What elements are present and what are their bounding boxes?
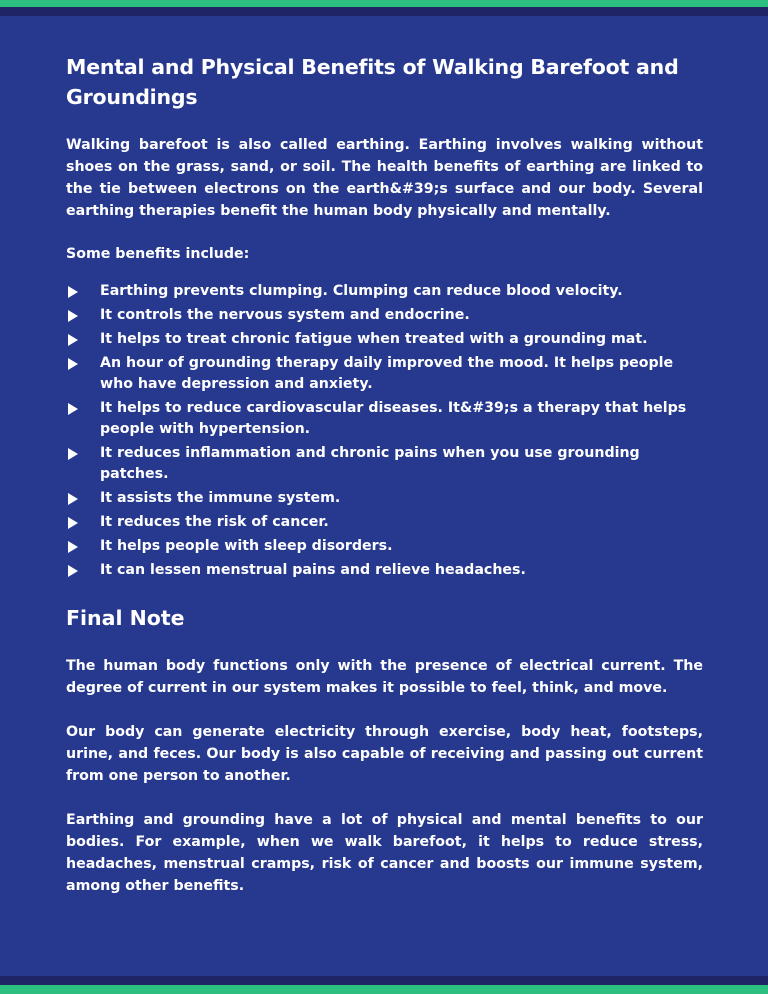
list-item-text: It reduces the risk of cancer. <box>100 514 329 530</box>
list-item-text: Earthing prevents clumping. Clumping can reduce blood velocity. <box>100 283 623 299</box>
list-item-text: It controls the nervous system and endocrine. <box>100 307 470 323</box>
list-item <box>66 305 703 326</box>
list-item-text: It can lessen menstrual pains and relieve headaches. <box>100 562 526 578</box>
benefits-intro: Some benefits include: <box>66 246 250 262</box>
triangle-right-icon <box>68 448 78 460</box>
list-item <box>66 443 703 485</box>
list-item-text: It helps people with sleep disorders. <box>100 538 393 554</box>
list-item-text: It helps to treat chronic fatigue when treated with a grounding mat. <box>100 331 648 347</box>
final-note-heading: Final Note <box>66 606 185 630</box>
list-item <box>66 560 703 581</box>
triangle-right-icon <box>68 286 78 298</box>
list-item-text: It reduces inflammation and chronic pains when you use grounding patches. <box>100 445 640 482</box>
final-note-paragraph-1: The human body functions only with the presence of electrical current. The degree of current in our system makes it possible to feel, think, and move. <box>66 658 703 696</box>
list-item <box>66 281 703 302</box>
triangle-right-icon <box>68 565 78 577</box>
top-green-stripe <box>0 0 768 7</box>
list-item <box>66 329 703 350</box>
list-item-text: An hour of grounding therapy daily improved the mood. It helps people who have depression and anxiety. <box>100 355 674 392</box>
list-item <box>66 536 703 557</box>
list-item <box>66 398 703 440</box>
document-body <box>66 52 703 897</box>
triangle-right-icon <box>68 310 78 322</box>
list-item <box>66 512 703 533</box>
triangle-right-icon <box>68 334 78 346</box>
final-note-paragraph-2: Our body can generate electricity through exercise, body heat, footsteps, urine, and feces. Our body is also capable of receiving and passing out current from one person to another. <box>66 724 703 784</box>
list-item <box>66 353 703 395</box>
triangle-right-icon <box>68 358 78 370</box>
top-navy-stripe <box>0 7 768 16</box>
list-item-text: It assists the immune system. <box>100 490 341 506</box>
triangle-right-icon <box>68 517 78 529</box>
triangle-right-icon <box>68 493 78 505</box>
triangle-right-icon <box>68 403 78 415</box>
bottom-green-stripe <box>0 985 768 994</box>
list-item-text: It helps to reduce cardiovascular diseases. It&#39;s a therapy that helps people with hypertension. <box>100 400 687 437</box>
page-title: Mental and Physical Benefits of Walking Barefoot and Groundings <box>66 55 679 109</box>
intro-paragraph: Walking barefoot is also called earthing. Earthing involves walking without shoes on the grass, sand, or soil. The health benefits of earthing are linked to the tie between electrons on the earth&#39;s surface and our body. Several earthing therapies benefit the human body physically and mentally. <box>66 137 703 219</box>
triangle-right-icon <box>68 541 78 553</box>
bottom-navy-stripe <box>0 976 768 985</box>
benefits-list <box>66 281 703 581</box>
final-note-paragraph-3: Earthing and grounding have a lot of physical and mental benefits to our bodies. For example, when we walk barefoot, it helps to reduce stress, headaches, menstrual cramps, risk of cancer and boosts our immune system, among other benefits. <box>66 812 703 894</box>
list-item <box>66 488 703 509</box>
